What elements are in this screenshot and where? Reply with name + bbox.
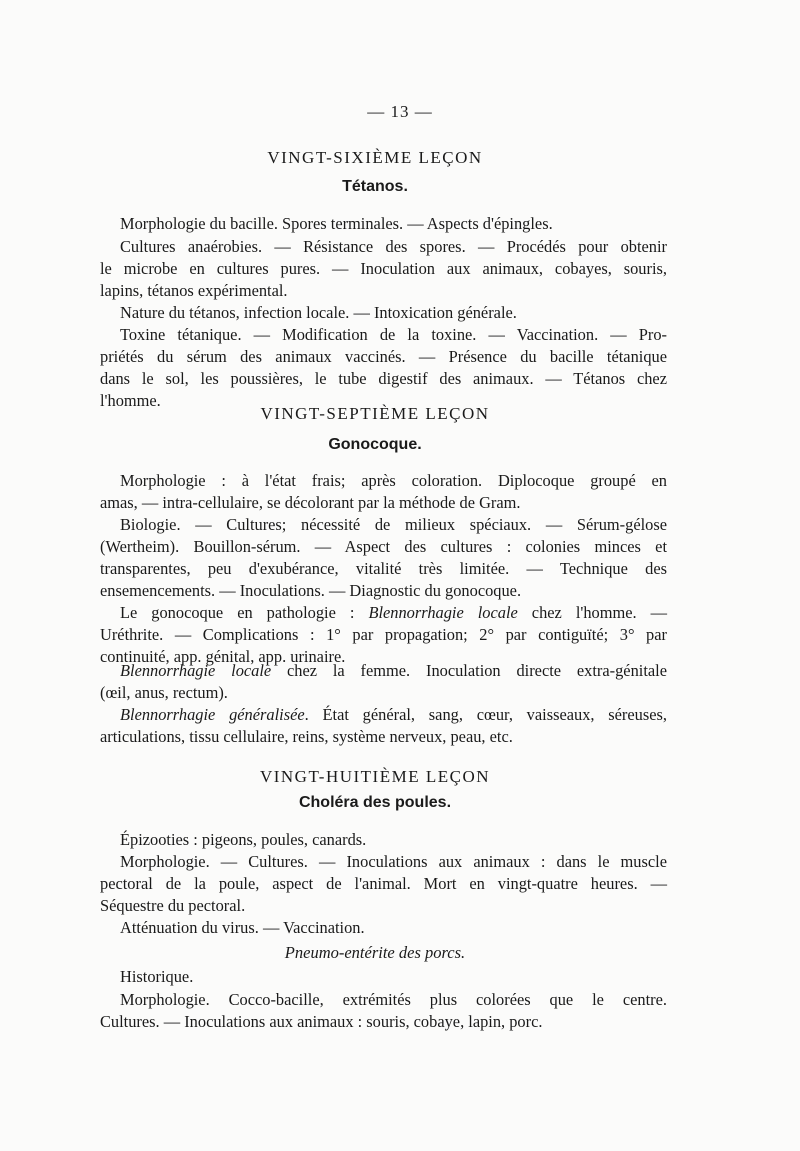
paragraph <box>100 602 667 668</box>
text-line: Morphologie. — Cultures. — Inoculations aux animaux : dans le muscle <box>120 852 667 871</box>
paragraph <box>120 829 667 851</box>
paragraph <box>100 470 667 514</box>
text-line: Toxine tétanique. — Modification de la toxine. — Vaccination. — Pro- <box>120 325 667 344</box>
text-line: ensemencements. — Inoculations. — Diagnostic du gonocoque. <box>100 581 522 600</box>
text-line: Blennorrhagie locale chez la femme. Inoculation directe extra-génitale <box>120 661 667 680</box>
paragraph <box>120 917 667 939</box>
paragraph <box>100 704 667 748</box>
paragraph <box>100 236 667 302</box>
text-line: dans le sol, les poussières, le tube digestif des animaux. — Tétanos chez <box>100 369 667 388</box>
text-line: Séquestre du pectoral. <box>100 896 246 915</box>
text-line: l'homme. <box>100 391 161 410</box>
text-line: Uréthrite. — Complications : 1° par propagation; 2° par contiguïté; 3° par <box>100 625 667 644</box>
text-line: Le gonocoque en pathologie : Blennorrhagie locale chez l'homme. — <box>120 603 667 622</box>
lecon-heading: VINGT-SEPTIÈME LEÇON <box>260 404 490 423</box>
text-line: articulations, tissu cellulaire, reins, système nerveux, peau, etc. <box>100 727 513 746</box>
paragraph <box>100 324 667 412</box>
paragraph <box>120 302 667 324</box>
text-line: Épizooties : pigeons, poules, canards. <box>120 830 367 849</box>
text-line: (œil, anus, rectum). <box>100 683 228 702</box>
text-line: Nature du tétanos, infection locale. — Intoxication générale. <box>120 303 517 322</box>
page-number: — 13 — <box>367 102 433 121</box>
paragraph <box>100 660 667 704</box>
text-line: pectoral de la poule, aspect de l'animal. Mort en vingt-quatre heures. — <box>100 874 667 893</box>
lecon-subtitle: Tétanos. <box>342 178 408 195</box>
text-line: amas, — intra-cellulaire, se décolorant par la méthode de Gram. <box>100 493 521 512</box>
text-line: Blennorrhagie généralisée. État général, sang, cœur, vaisseaux, séreuses, <box>120 705 667 724</box>
paragraph <box>120 966 667 988</box>
text-line: Morphologie du bacille. Spores terminales. — Aspects d'épingles. <box>120 214 553 233</box>
lecon-subtitle: Choléra des poules. <box>298 794 452 811</box>
paragraph <box>120 213 667 235</box>
text-line: Cultures. — Inoculations aux animaux : souris, cobaye, lapin, porc. <box>100 1012 543 1031</box>
text-line: priétés du sérum des animaux vaccinés. — Présence du bacille tétanique <box>100 347 667 366</box>
lecon-heading: VINGT-HUITIÈME LEÇON <box>259 767 491 786</box>
text-line: Historique. <box>120 967 194 986</box>
text-line: lapins, tétanos expérimental. <box>100 281 288 300</box>
text-line: Biologie. — Cultures; nécessité de milieux spéciaux. — Sérum-gélose <box>120 515 667 534</box>
text-line: Morphologie. Cocco-bacille, extrémités plus colorées que le centre. <box>120 990 667 1009</box>
paragraph <box>100 851 667 917</box>
text-line: (Wertheim). Bouillon-sérum. — Aspect des cultures : colonies minces et <box>100 537 667 556</box>
paragraph <box>100 989 667 1033</box>
text-line: le microbe en cultures pures. — Inoculation aux animaux, cobayes, souris, <box>100 259 667 278</box>
lecon-heading: VINGT-SIXIÈME LEÇON <box>267 148 483 167</box>
paragraph <box>100 514 667 602</box>
lecon-subtitle: Gonocoque. <box>328 436 422 453</box>
text-line: transparentes, peu d'exubérance, vitalité très limitée. — Technique des <box>100 559 667 578</box>
text-line: Cultures anaérobies. — Résistance des spores. — Procédés pour obtenir <box>120 237 667 256</box>
text-line: continuité, app. génital, app. urinaire. <box>100 647 346 666</box>
section-subtitle-italic: Pneumo-entérite des porcs. <box>284 943 466 962</box>
text-line: Atténuation du virus. — Vaccination. <box>120 918 365 937</box>
text-line: Morphologie : à l'état frais; après coloration. Diplocoque groupé en <box>120 471 667 490</box>
